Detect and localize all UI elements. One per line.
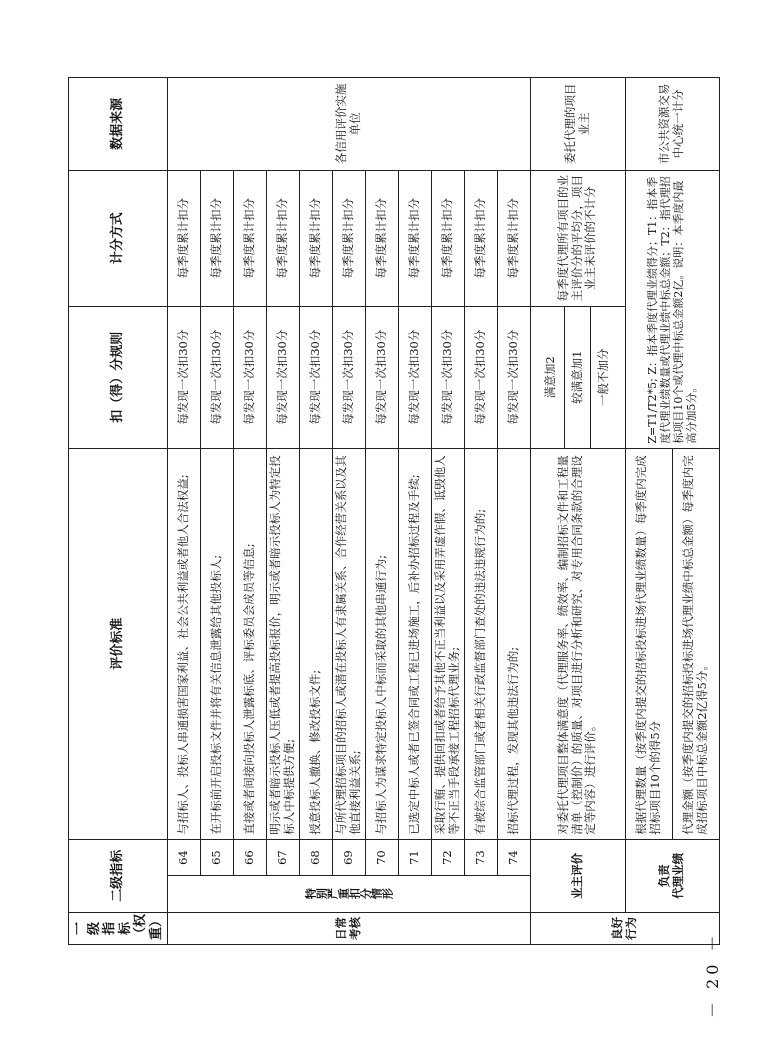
row-number: 72 bbox=[431, 839, 464, 876]
table-row bbox=[497, 78, 530, 945]
row-rule: 每发现一次扣30分 bbox=[497, 306, 530, 448]
agency-criteria-2: 代理金额（按季度内提交的招标投标进场代理业绩中标总金额）每季度内完成招标项目中标总金额2亿得5分。 bbox=[672, 448, 719, 839]
source-daily: 各信用评价实施单位 bbox=[167, 78, 530, 171]
agency-source: 市公共资源交易中心统一计分 bbox=[625, 78, 719, 171]
row-rule: 每发现一次扣30分 bbox=[200, 306, 233, 448]
row-number: 67 bbox=[266, 839, 299, 876]
owner-source: 委托代理的项目业主 bbox=[530, 78, 625, 171]
row-number: 71 bbox=[398, 839, 431, 876]
row-criteria: 直接或者间接向投标人泄露标底、评标委员会成员等信息; bbox=[233, 448, 266, 839]
row-rule: 每发现一次扣30分 bbox=[332, 306, 365, 448]
owner-criteria: 对委托代理项目整体满意度（代理服务率、绩效率、编制招标文件和工程量清单（控制价）的质量、对项目进行分析和研究、对专用合同条款的合理设定等内容）进行评价。 bbox=[530, 448, 625, 839]
row-rule: 每发现一次扣30分 bbox=[266, 306, 299, 448]
row-method: 每季度累计扣分 bbox=[200, 170, 233, 306]
table-row-agency bbox=[625, 78, 672, 945]
row-criteria: 有被综合监管部门或者相关行政监督部门查处的违法违规行为的; bbox=[464, 448, 497, 839]
row-method: 每季度累计扣分 bbox=[398, 170, 431, 306]
row-criteria: 与招标人为谋求特定投标人中标而采取的其他串通行为; bbox=[365, 448, 398, 839]
table-row bbox=[266, 78, 299, 945]
table-row bbox=[365, 78, 398, 945]
row-method: 每季度累计扣分 bbox=[332, 170, 365, 306]
owner-rule bbox=[530, 306, 625, 448]
header-row bbox=[69, 78, 168, 945]
row-method: 每季度累计扣分 bbox=[266, 170, 299, 306]
row-rule: 每发现一次扣30分 bbox=[464, 306, 497, 448]
owner-rule-1: 满意加2 bbox=[538, 307, 565, 448]
row-criteria: 与招标人、投标人串通损害国家利益、社会公共利益或者他人合法权益; bbox=[167, 448, 200, 839]
table-row bbox=[464, 78, 497, 945]
evaluation-table bbox=[68, 77, 720, 945]
table-row bbox=[431, 78, 464, 945]
row-number: 68 bbox=[299, 839, 332, 876]
category-serious: 特别严重扣分情形 bbox=[167, 876, 530, 913]
row-number: 70 bbox=[365, 839, 398, 876]
agency-criteria-1: 根据代理数量（按季度内提交的招标投标进场代理业绩数量）每季度内完成招标项目10个的得5分 bbox=[625, 448, 672, 839]
row-method: 每季度累计扣分 bbox=[464, 170, 497, 306]
table-row bbox=[233, 78, 266, 945]
row-number: 66 bbox=[233, 839, 266, 876]
table-row bbox=[398, 78, 431, 945]
header-level1: 一级指标（权重） bbox=[69, 912, 168, 944]
owner-rule-3: 一般不加分 bbox=[596, 348, 611, 406]
table-row bbox=[332, 78, 365, 945]
row-method: 每季度累计扣分 bbox=[167, 170, 200, 306]
row-criteria: 招标代理过程，发现其他违法行为的; bbox=[497, 448, 530, 839]
table-row bbox=[167, 78, 200, 945]
agency-prefix: 负责 bbox=[657, 864, 672, 888]
row-method: 每季度累计扣分 bbox=[497, 170, 530, 306]
agency-rule: Z=T1/T2*5; Z：指本季度代理业绩得分；T1：指本季度代理业绩数量或代理业绩中标总金额；T2：指代理招标项目10个或代理中标总金额2亿。说明：本季度内最高分加5分。 bbox=[625, 170, 719, 448]
row-criteria: 采取行贿、提供回扣或者给予其他不正当利益以及采用弄虚作假、诋毁他人等不正当手段承接工程招标代理业务; bbox=[431, 448, 464, 839]
row-rule: 每发现一次扣30分 bbox=[365, 306, 398, 448]
header-level2: 二级指标 bbox=[69, 839, 168, 912]
row-number: 65 bbox=[200, 839, 233, 876]
page-number: － 20 － bbox=[703, 931, 722, 1018]
table-row bbox=[200, 78, 233, 945]
row-number: 64 bbox=[167, 839, 200, 876]
row-rule: 每发现一次扣30分 bbox=[233, 306, 266, 448]
row-rule: 每发现一次扣30分 bbox=[299, 306, 332, 448]
row-rule: 每发现一次扣30分 bbox=[398, 306, 431, 448]
category-agency bbox=[625, 839, 719, 912]
header-criteria: 评价标准 bbox=[69, 448, 168, 839]
table-row bbox=[299, 78, 332, 945]
row-criteria: 明示或者暗示投标人压低或者提高投标报价，明示或者暗示投标人为特定投标人中标提供方便; bbox=[266, 448, 299, 839]
row-method: 每季度累计扣分 bbox=[299, 170, 332, 306]
owner-method: 每季度代理所有项目的业主评价分的平均分，项目业主未评价的不计分 bbox=[530, 170, 625, 306]
row-criteria: 在开标前开启投标文件并将有关信息泄露给其他投标人; bbox=[200, 448, 233, 839]
category-daily: 日常考核 bbox=[167, 912, 530, 944]
row-method: 每季度累计扣分 bbox=[365, 170, 398, 306]
row-method: 每季度累计扣分 bbox=[233, 170, 266, 306]
row-rule: 每发现一次扣30分 bbox=[167, 306, 200, 448]
header-method: 计分方式 bbox=[69, 170, 168, 306]
row-criteria: 与所代理招标项目的招标人或潜在投标人有隶属关系、合作经营关系以及其他直接利益关系; bbox=[332, 448, 365, 839]
row-method: 每季度累计扣分 bbox=[431, 170, 464, 306]
row-number: 69 bbox=[332, 839, 365, 876]
category-owner-eval: 业主评价 bbox=[530, 839, 625, 912]
row-criteria: 已选定中标人或者已签合同或工程已进场施工，后补办招标过程及手续; bbox=[398, 448, 431, 839]
agency-label: 代理业绩 bbox=[671, 852, 686, 899]
row-number: 73 bbox=[464, 839, 497, 876]
header-source: 数据来源 bbox=[69, 78, 168, 171]
table-row-owner bbox=[530, 78, 625, 945]
category-good: 良好行为 bbox=[530, 912, 719, 944]
row-rule: 每发现一次扣30分 bbox=[431, 306, 464, 448]
header-rule: 扣（得）分规则 bbox=[69, 306, 168, 448]
owner-rule-2: 较满意加1 bbox=[565, 307, 592, 448]
row-criteria: 授意投标人撤换、修改投标文件; bbox=[299, 448, 332, 839]
row-number: 74 bbox=[497, 839, 530, 876]
